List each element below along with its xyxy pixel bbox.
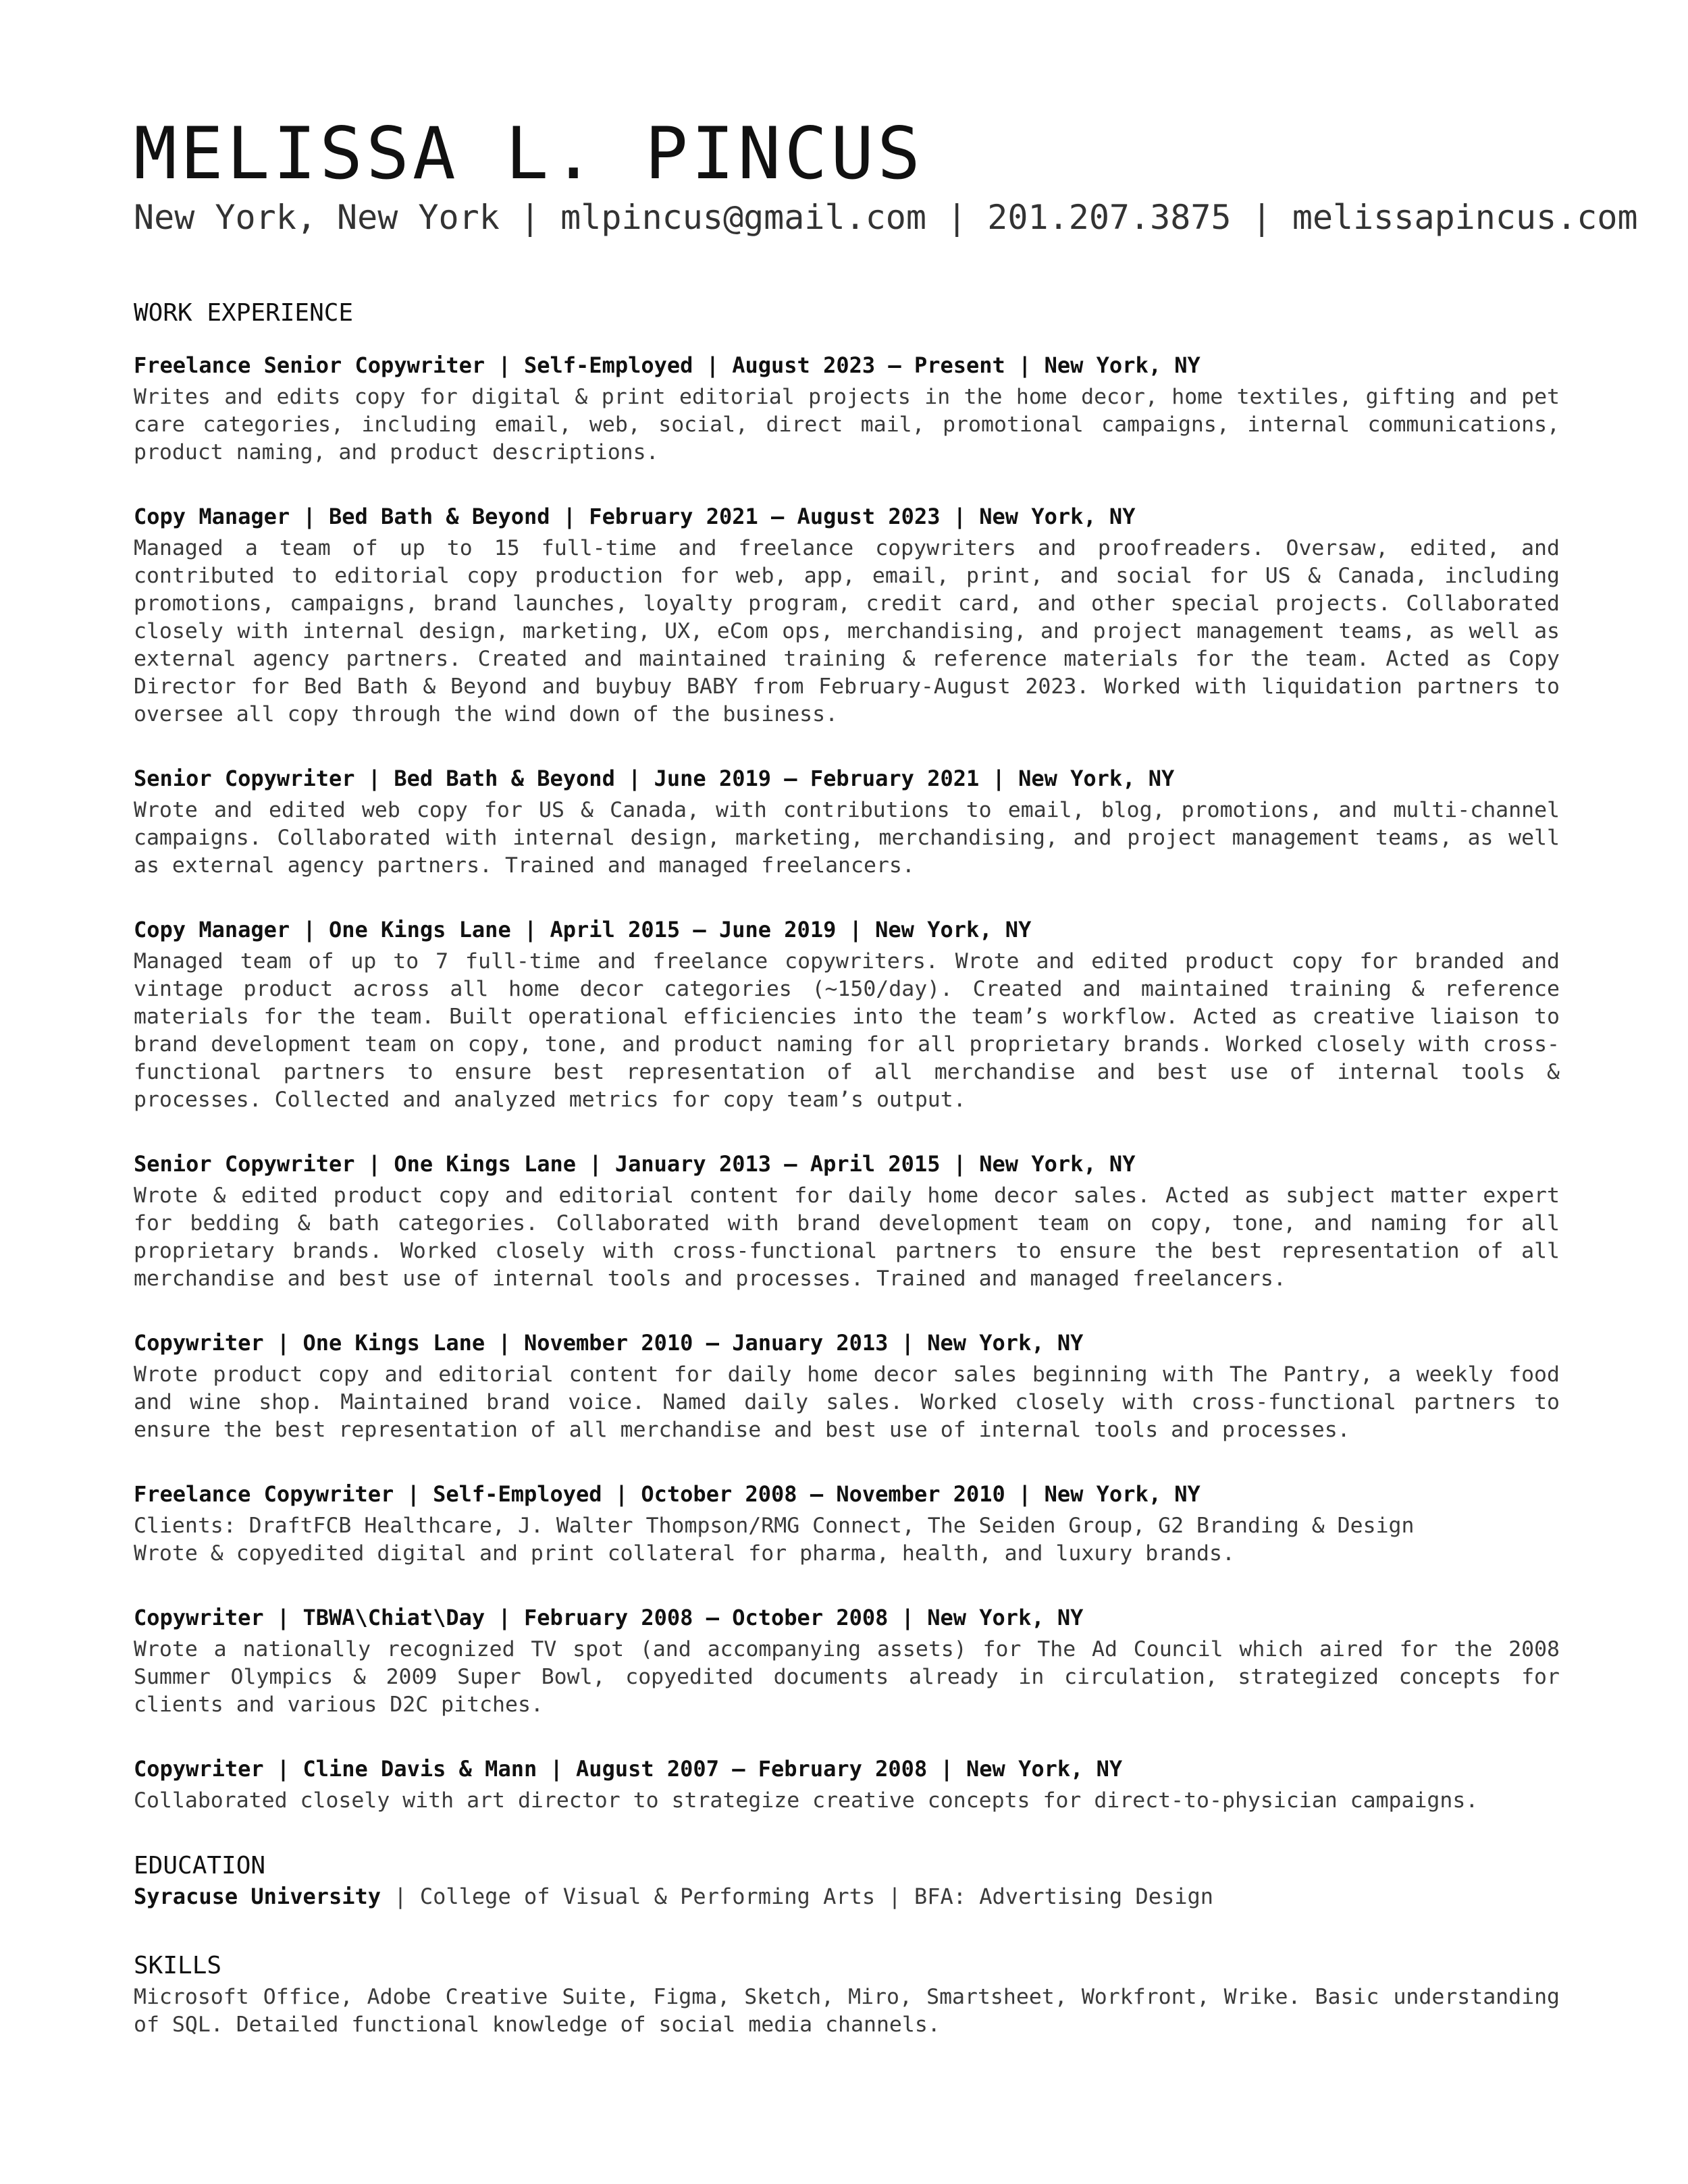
job-title: Senior Copywriter | One Kings Lane | January 2013 – April 2015 | New York, NY	[134, 1151, 1136, 1177]
job-title: Senior Copywriter | Bed Bath & Beyond | June 2019 – February 2021 | New York, NY	[134, 766, 1175, 792]
job-title: Copywriter | Cline Davis & Mann | August 2007 – February 2008 | New York, NY	[134, 1756, 1123, 1782]
job-entry	[134, 352, 1560, 467]
job-description: Wrote & copyedited digital and print collateral for pharma, health, and luxury brands.	[134, 1541, 1235, 1566]
education-heading: EDUCATION	[134, 1852, 266, 1880]
skills-heading: SKILLS	[134, 1952, 222, 1980]
job-description: Wrote & edited product copy and editorial content for daily home decor sales. Acted as subject matter expert for bedding & bath categories. Collaborated with brand development team on copy, tone, and naming for all proprietary brands. Worked closely with cross-functional partners to ensure the best representation of all merchandise and best use of internal tools and processes. Trained and managed freelancers.	[134, 1183, 1560, 1291]
job-entry	[134, 1150, 1560, 1293]
job-clients: Clients: DraftFCB Healthcare, J. Walter Thompson/RMG Connect, The Seiden Group, G2 Branding & Design	[134, 1514, 1415, 1539]
contact-line: New York, New York | mlpincus@gmail.com | 201.207.3875 | melissapincus.com	[134, 198, 1638, 237]
job-entry	[134, 1329, 1560, 1444]
job-description: Wrote and edited web copy for US & Canada, with contributions to email, blog, promotions, and multi-channel campaigns. Collaborated with internal design, marketing, merchandising, and project management teams, as well as external agency partners. Trained and managed freelancers.	[134, 798, 1560, 878]
work-experience-heading: WORK EXPERIENCE	[134, 299, 354, 327]
job-title: Freelance Senior Copywriter | Self-Employed | August 2023 – Present | New York, NY	[134, 352, 1201, 379]
job-entry	[134, 503, 1560, 728]
job-title: Freelance Copywriter | Self-Employed | October 2008 – November 2010 | New York, NY	[134, 1481, 1201, 1508]
job-description: Wrote a nationally recognized TV spot (and accompanying assets) for The Ad Council which aired for the 2008 Summer Olympics & 2009 Super Bowl, copyedited documents already in circulation, strategized concepts for clients and various D2C pitches.	[134, 1637, 1560, 1717]
job-title: Copywriter | TBWA\Chiat\Day | February 2008 – October 2008 | New York, NY	[134, 1605, 1084, 1631]
job-entry	[134, 1481, 1560, 1568]
job-description: Collaborated closely with art director to strategize creative concepts for direct-to-physician campaigns.	[134, 1788, 1479, 1813]
school-name: Syracuse University	[134, 1884, 381, 1910]
job-entry	[134, 916, 1560, 1114]
skills-text: Microsoft Office, Adobe Creative Suite, Figma, Sketch, Miro, Smartsheet, Workfront, Wrike. Basic understanding of SQL. Detailed functional knowledge of social media channels.	[134, 1984, 1560, 2037]
job-description: Wrote product copy and editorial content for daily home decor sales beginning with The Pantry, a weekly food and wine shop. Maintained brand voice. Named daily sales. Worked closely with cross-functional partners to ensure the best representation of all merchandise and best use of internal tools and processes.	[134, 1362, 1560, 1443]
candidate-name: MELISSA L. PINCUS	[134, 112, 924, 195]
education-entry	[134, 1883, 1560, 1911]
job-entry	[134, 1604, 1560, 1719]
job-title: Copy Manager | Bed Bath & Beyond | February 2021 – August 2023 | New York, NY	[134, 504, 1136, 530]
job-description: Managed team of up to 7 full-time and freelance copywriters. Wrote and edited product copy for branded and vintage product across all home decor categories (~150/day). Created and maintained training & reference materials for the team. Built operational efficiencies into the team’s workflow. Acted as creative liaison to brand development team on copy, tone, and product naming for all proprietary brands. Worked closely with cross-functional partners to ensure best representation of all merchandise and best use of internal tools & processes. Collected and analyzed metrics for copy team’s output.	[134, 949, 1560, 1113]
job-entry	[134, 1755, 1560, 1815]
job-description: Managed a team of up to 15 full-time and freelance copywriters and proofreaders. Oversaw, edited, and contributed to editorial copy production for web, app, email, print, and social for US & Canada, including promotions, campaigns, brand launches, loyalty program, credit card, and other special projects. Collaborated closely with internal design, marketing, UX, eCom ops, merchandising, and project management teams, as well as external agency partners. Created and maintained training & reference materials for the team. Acted as Copy Director for Bed Bath & Beyond and buybuy BABY from February-August 2023. Worked with liquidation partners to oversee all copy through the wind down of the business.	[134, 536, 1560, 727]
education-details: | College of Visual & Performing Arts | BFA: Advertising Design	[381, 1884, 1214, 1910]
job-description: Writes and edits copy for digital & print editorial projects in the home decor, home textiles, gifting and pet care categories, including email, web, social, direct mail, promotional campaigns, internal communications, product naming, and product descriptions.	[134, 385, 1560, 465]
job-title: Copywriter | One Kings Lane | November 2010 – January 2013 | New York, NY	[134, 1330, 1084, 1356]
job-title: Copy Manager | One Kings Lane | April 2015 – June 2019 | New York, NY	[134, 917, 1032, 943]
job-entry	[134, 765, 1560, 880]
